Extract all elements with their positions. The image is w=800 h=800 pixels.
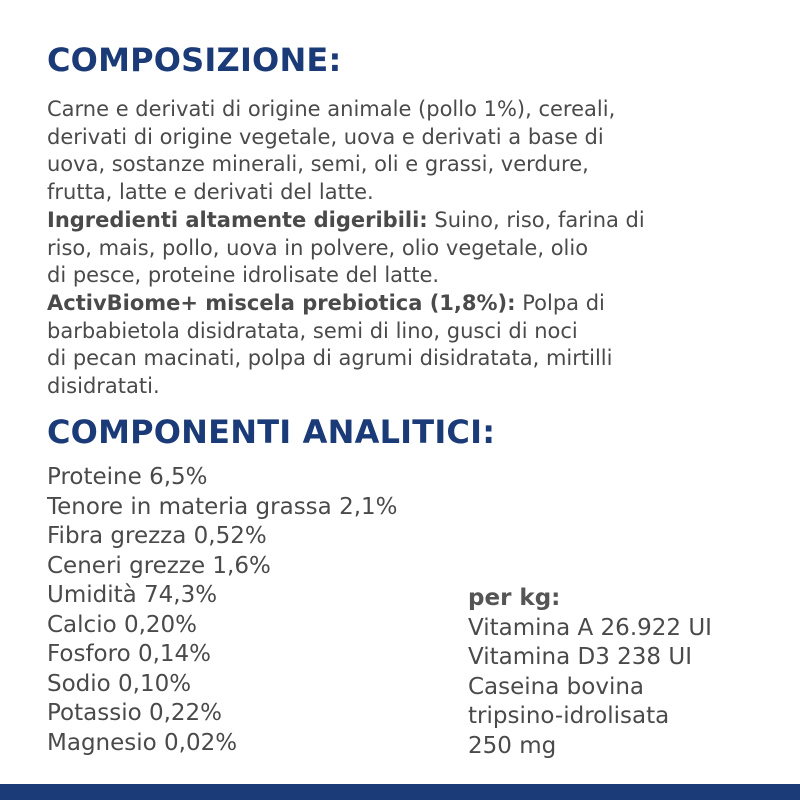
per-kg-section — [468, 584, 712, 761]
activbiome-text: Polpa di — [515, 290, 605, 315]
activbiome-text-line: disidratati. — [47, 374, 160, 399]
analytics-item: Umidità 74,3% — [47, 582, 218, 608]
analytics-item: Fosforo 0,14% — [47, 641, 212, 667]
activbiome-label: ActivBiome+ miscela prebiotica (1,8%): — [47, 290, 516, 315]
analytics-item: Sodio 0,10% — [47, 670, 192, 697]
analytics-item: Ceneri grezze 1,6% — [47, 552, 271, 579]
composition-intro-line: derivati di origine vegetale, uova e derivati a base di — [47, 124, 604, 149]
activbiome-text-line: barbabietola disidratata, semi di lino, gusci di noci — [47, 318, 578, 343]
activbiome-text-line: di pecan macinati, polpa di agrumi disidratata, mirtilli — [47, 346, 613, 371]
analytics-list — [47, 463, 398, 758]
composition-intro — [47, 96, 777, 207]
per-kg-item: Vitamina A 26.922 UI — [468, 614, 712, 641]
digestible-ingredients — [47, 207, 777, 290]
per-kg-title: per kg: — [468, 585, 561, 611]
per-kg-item: 250 mg — [468, 732, 557, 759]
digestible-text-line: riso, mais, pollo, uova in polvere, olio vegetale, olio — [47, 235, 589, 260]
composition-intro-line: Carne e derivati di origine animale (pollo 1%), cereali, — [47, 97, 616, 121]
composition-text — [47, 96, 777, 401]
per-kg-item: tripsino-idrolisata — [468, 703, 670, 729]
composition-intro-line: uova, sostanze minerali, semi, oli e grassi, verdure, — [47, 152, 589, 177]
analytics-item: Fibra grezza 0,52% — [47, 523, 267, 549]
digestible-text: Suino, riso, farina di — [427, 207, 645, 232]
analytics-item: Tenore in materia grassa 2,1% — [47, 493, 398, 520]
analytics-item: Proteine 6,5% — [47, 464, 208, 490]
per-kg-list — [468, 614, 712, 762]
composition-intro-line: frutta, latte e derivati del latte. — [47, 180, 374, 205]
analytics-item: Calcio 0,20% — [47, 611, 198, 638]
analytics-heading: COMPONENTI ANALITICI: — [47, 413, 496, 451]
analytics-item: Potassio 0,22% — [47, 700, 223, 726]
footer-bar — [0, 784, 800, 800]
digestible-text-line: di pesce, proteine idrolisate del latte. — [47, 263, 440, 288]
composition-heading: COMPOSIZIONE: — [47, 41, 342, 79]
per-kg-item: Vitamina D3 238 UI — [468, 644, 692, 670]
digestible-label: Ingredienti altamente digeribili: — [47, 207, 428, 232]
analytics-item: Magnesio 0,02% — [47, 729, 238, 756]
activbiome-blend — [47, 290, 777, 401]
per-kg-item: Caseina bovina — [468, 673, 645, 700]
